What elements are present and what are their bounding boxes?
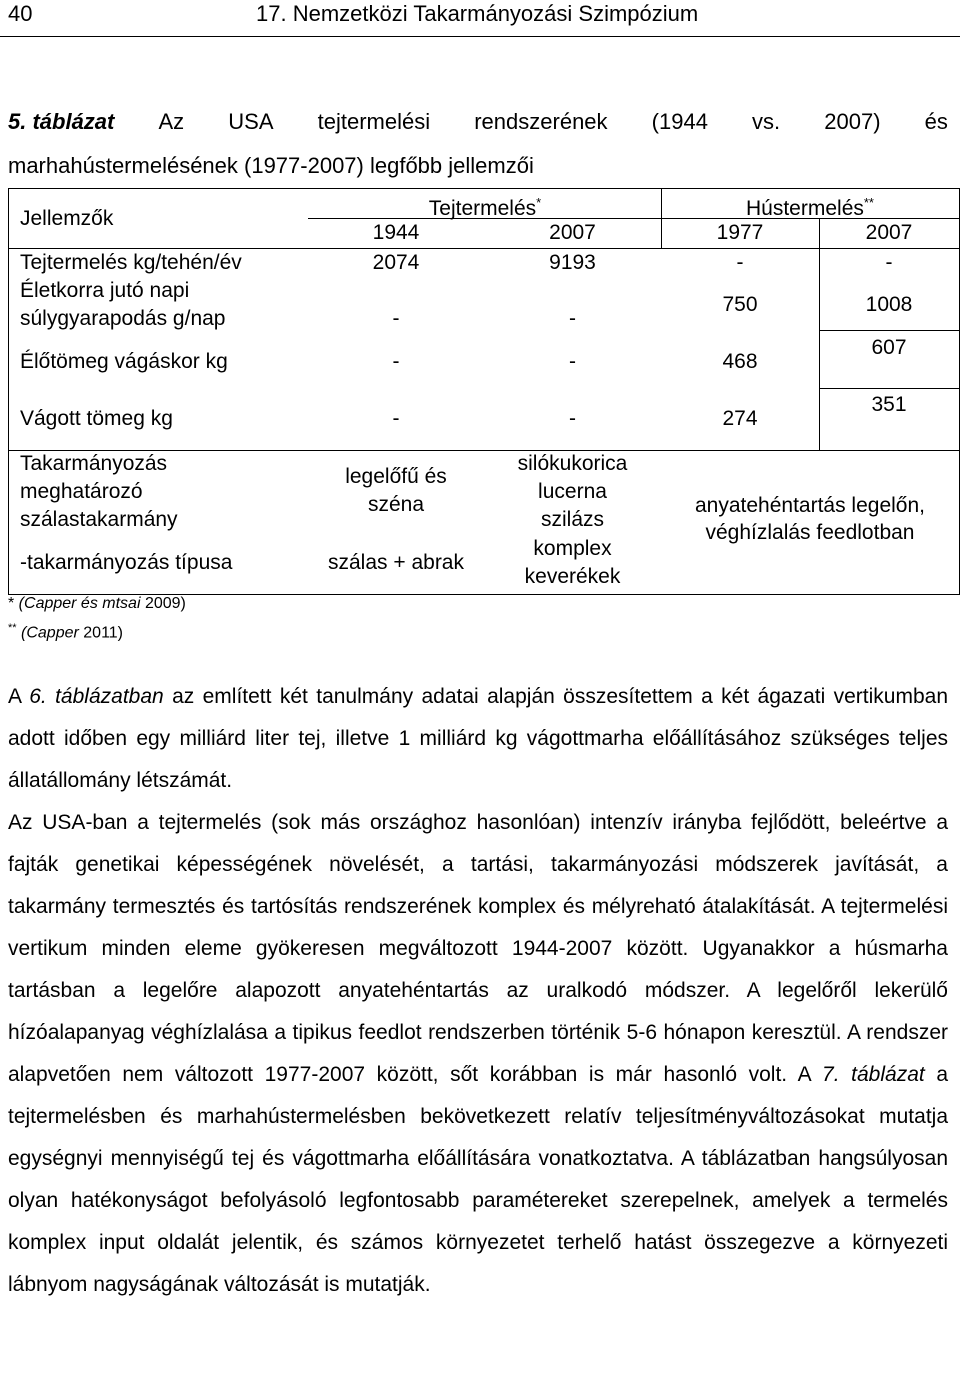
- footnote-marker: **: [8, 622, 17, 634]
- footnote-year: 2011): [83, 624, 123, 642]
- table-cell: -: [392, 307, 400, 330]
- beef-footnote-marker: **: [863, 195, 874, 210]
- table-label: 5. táblázat: [8, 109, 115, 134]
- dairy-label: Tejtermelés: [428, 197, 537, 220]
- year-header: 1944: [372, 221, 420, 244]
- footnote-marker: *: [8, 595, 15, 612]
- table-cell: -: [392, 350, 400, 373]
- footnote-1: [8, 592, 186, 616]
- paragraph-2: [8, 802, 948, 1306]
- table-cell: lucerna: [538, 480, 607, 503]
- row-label-feeding: Takarmányozás: [20, 452, 168, 475]
- table-cell: -: [885, 251, 893, 274]
- page-number: 40: [8, 1, 33, 26]
- year-header: 1977: [716, 221, 764, 244]
- table-border-left: [8, 188, 9, 595]
- caption-word: rendszerének: [474, 109, 608, 134]
- table-cell: 468: [722, 350, 758, 373]
- paragraph-text: a tejtermelésben és marhahústermelésben bekövetkezett relatív teljesítményváltozásokat mutatja egységnyi mennyiségű tej és vágottmarha előállítására vonatkoztatva. A táblázatban hangsúlyosan olyan hatékonyságot befolyásoló legfontosabb paramétereket szerepelnek, amelyek a termelés komplex input oldalát jelentik, és számos környezetet terhelő hatást összegezve a környezeti lábnyom nagyságának változását is mutatják.: [8, 1063, 949, 1296]
- table-cell: 2074: [372, 251, 420, 274]
- table-cell: szilázs: [540, 508, 604, 531]
- paragraph-text: Az USA-ban a tejtermelés (sok más országhoz hasonlóan) intenzív irányba fejlődött, beleértve a fajták genetikai képességének növelését, a tartási, takarmányozási módszerek javítását, a takarmány termesztés és tartósítás rendszerének komplex és mélyreható átalakítását. A tejtermelési vertikum minden eleme gyökeresen megváltozott 1944-2007 között. Ugyanakkor a húsmarha tartásban a legelőre alapozott anyatehéntartás az uralkodó módszer. A legelőről lekerülő hízóalapanyag véghízlalása a tipikus feedlot rendszerben történik 5-6 hónapon keresztül. A rendszer alapvetően nem változott 1977-2007 között, sőt korábban is már hasonló volt. A: [8, 811, 948, 1086]
- table-cell: 9193: [549, 251, 596, 274]
- row-label-feeding-cont: meghatározó: [20, 480, 143, 503]
- dairy-footnote-marker: *: [536, 195, 542, 210]
- caption-word: vs.: [752, 109, 781, 134]
- footnote-source: (Capper: [16, 624, 84, 642]
- table-reference: 7. táblázat: [822, 1063, 925, 1086]
- table-cell: szálas + abrak: [328, 551, 464, 574]
- table-cell: -: [392, 407, 400, 430]
- caption-word: (1944: [651, 109, 708, 134]
- table-cell: legelőfű és: [345, 465, 447, 488]
- table-cell: -: [569, 407, 576, 430]
- row-label-carcass-weight: Vágott tömeg kg: [20, 407, 173, 430]
- group-header-beef: [661, 189, 959, 223]
- table-cell: 351: [871, 393, 907, 416]
- caption-word: Az: [158, 109, 185, 134]
- table-cell: keverékek: [524, 565, 621, 588]
- body-text: [8, 676, 948, 1306]
- row-label-feeding-type: -takarmányozás típusa: [20, 551, 233, 574]
- paragraph-text: az említett két tanulmány adatai alapján összesítettem a két ágazati vertikumban adott időben egy milliárd liter tej, illetve 1 milliárd kg vágottmarha előállításához szükséges teljes állatállomány létszámát.: [8, 685, 948, 792]
- table-cell: anyatehéntartás legelőn,: [694, 494, 925, 517]
- table-cell: -: [736, 251, 744, 274]
- row-label-milk-yield: Tejtermelés kg/tehén/év: [20, 251, 242, 274]
- table-cell: 607: [871, 336, 907, 359]
- table-caption: [8, 100, 948, 188]
- table-cell: komplex: [533, 537, 612, 560]
- row-label-daily-gain: Életkorra jutó napi: [20, 279, 190, 302]
- caption-word: 2007): [824, 109, 881, 134]
- running-title: 17. Nemzetközi Takarmányozási Szimpózium: [256, 1, 699, 26]
- beef-label: Hústermelés: [746, 197, 864, 220]
- table-cell: 750: [722, 293, 758, 316]
- table-row-line: [819, 330, 960, 331]
- caption-word: és: [924, 109, 948, 134]
- table-cell: silókukorica: [517, 452, 628, 475]
- footnote-year: 2009): [144, 595, 186, 612]
- footnote-source: (Capper és mtsai: [14, 595, 145, 612]
- table-cell: 1008: [865, 293, 913, 316]
- table-cell: 274: [722, 407, 758, 430]
- page-header: [0, 0, 960, 37]
- caption-line-2: marhahústermelésének (1977-2007) legfőbb jellemzői: [8, 153, 534, 178]
- table-cell: véghízlalás feedlotban: [705, 521, 915, 544]
- row-label-feeding-cont: szálastakarmány: [20, 508, 178, 531]
- caption-line-1: [8, 100, 948, 144]
- col-header-jellemzok: Jellemzők: [20, 207, 114, 230]
- table-cell: széna: [367, 493, 425, 516]
- table-cell: -: [569, 350, 576, 373]
- data-table: [8, 188, 960, 595]
- footnote-2: [8, 616, 186, 645]
- table-cell: -: [569, 307, 576, 330]
- year-header: 2007: [549, 221, 596, 244]
- row-label-daily-gain-cont: súlygyarapodás g/nap: [20, 307, 226, 330]
- paragraph-1: [8, 676, 948, 802]
- caption-word: USA: [228, 109, 274, 134]
- caption-word: tejtermelési: [317, 109, 431, 134]
- table-footnotes: [8, 592, 186, 645]
- row-label-live-weight: Élőtömeg vágáskor kg: [20, 350, 228, 373]
- table-reference: 6. táblázatban: [29, 685, 164, 708]
- year-header: 2007: [865, 221, 913, 244]
- group-header-dairy: [328, 189, 642, 223]
- table-row-line: [819, 388, 960, 389]
- paragraph-text: A: [8, 685, 30, 708]
